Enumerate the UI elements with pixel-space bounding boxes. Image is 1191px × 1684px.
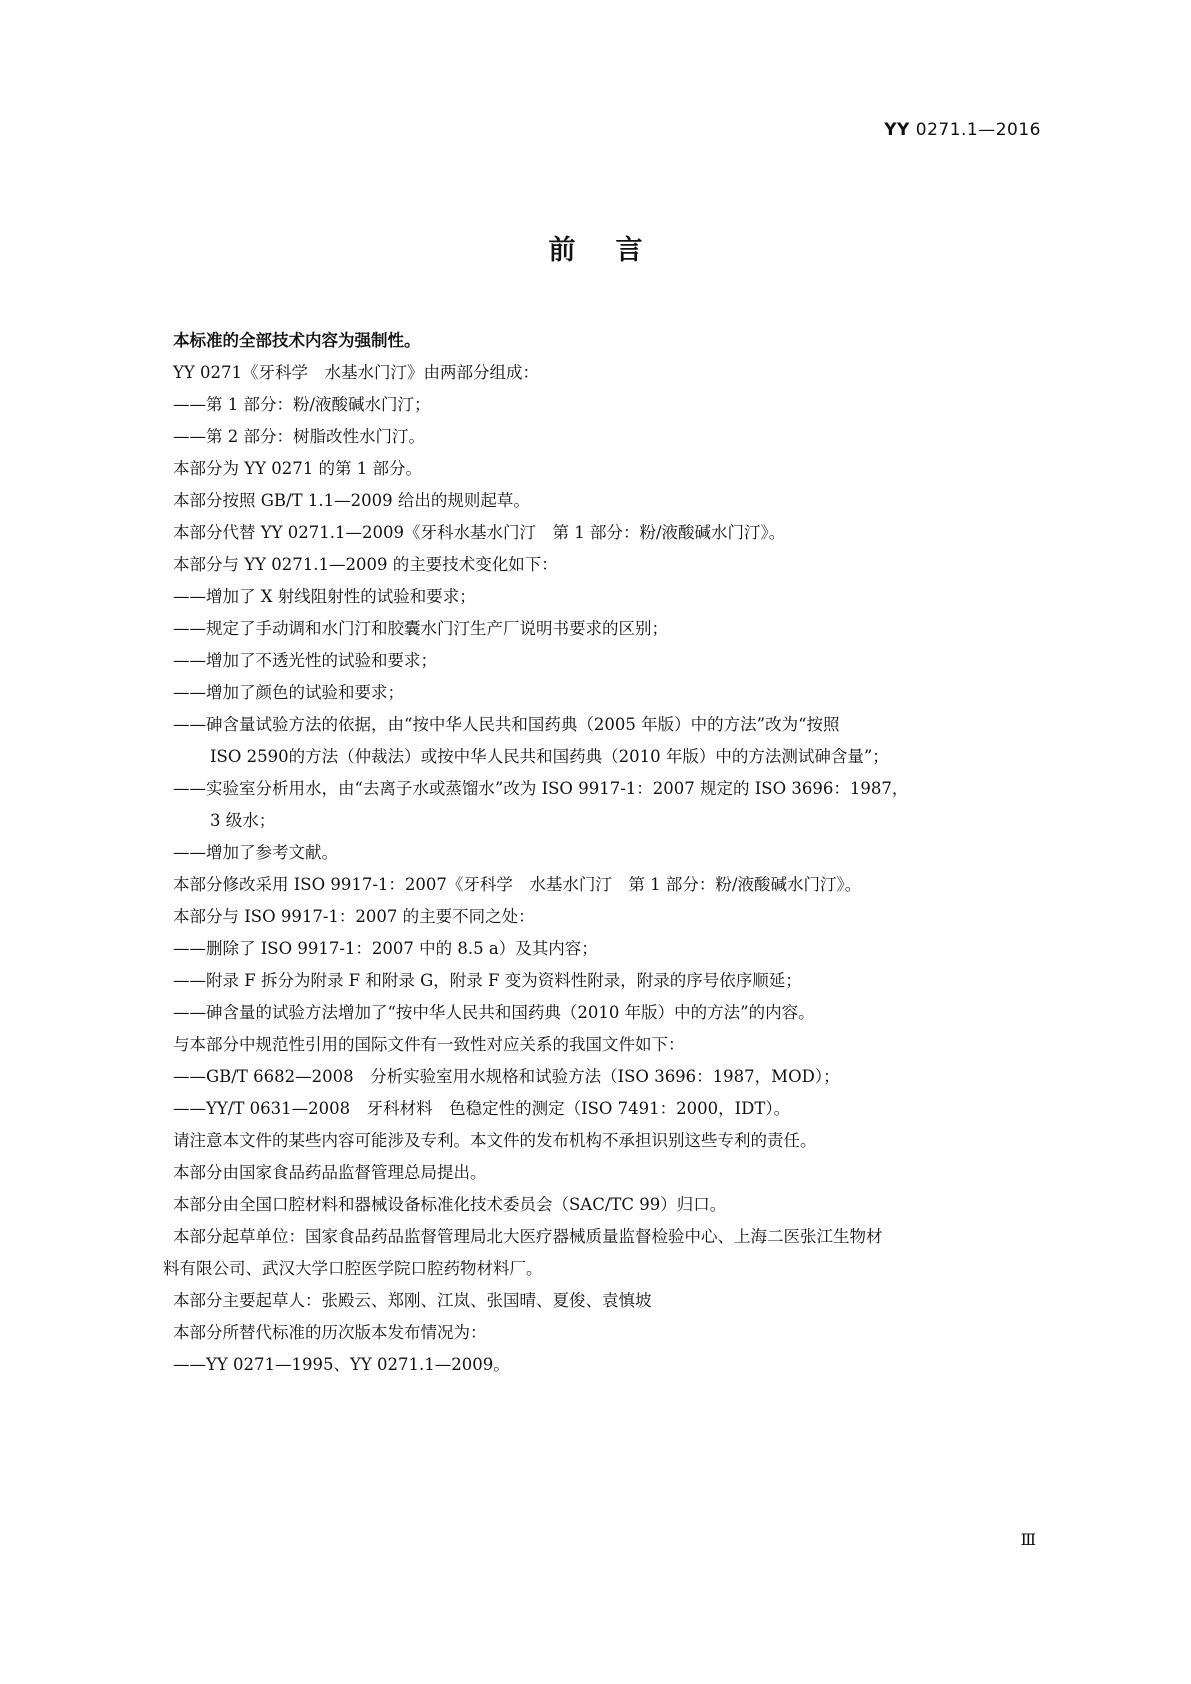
document-body <box>163 325 1053 1381</box>
list-item-continuation: ISO 2590的方法（仲裁法）或按中华人民共和国药典（2010 年版）中的方法测试砷含量”； <box>210 747 889 766</box>
paragraph: 本部分按照 GB/T 1.1—2009 给出的规则起草。 <box>173 491 530 510</box>
paragraph: YY 0271《牙科学 水基水门汀》由两部分组成： <box>173 363 540 382</box>
paragraph: 请注意本文件的某些内容可能涉及专利。本文件的发布机构不承担识别这些专利的责任。 <box>173 1131 817 1150</box>
list-item: ——规定了手动调和水门汀和胶囊水门汀生产厂说明书要求的区别； <box>173 619 668 638</box>
standard-code-prefix: YY <box>884 120 910 140</box>
list-item: ——增加了不透光性的试验和要求； <box>173 651 437 670</box>
list-item: ——第 1 部分：粉/液酸碱水门汀； <box>173 395 431 414</box>
paragraph: 与本部分中规范性引用的国际文件有一致性对应关系的我国文件如下： <box>173 1035 685 1054</box>
paragraph: 本部分修改采用 ISO 9917-1：2007《牙科学 水基水门汀 第 1 部分：粉/液酸碱水门汀》。 <box>173 875 862 894</box>
paragraph: 本部分与 YY 0271.1—2009 的主要技术变化如下： <box>173 555 558 574</box>
list-item: ——砷含量试验方法的依据，由“按中华人民共和国药典（2005 年版）中的方法”改为“按照 <box>173 715 840 734</box>
paragraph: 本部分由国家食品药品监督管理总局提出。 <box>173 1163 487 1182</box>
paragraph: 本部分主要起草人：张殿云、郑刚、江岚、张国晴、夏俊、袁慎坡 <box>173 1291 652 1310</box>
mandatory-statement: 本标准的全部技术内容为强制性。 <box>173 331 421 350</box>
list-item: ——第 2 部分：树脂改性水门汀。 <box>173 427 425 446</box>
list-item: ——YY/T 0631—2008 牙科材料 色稳定性的测定（ISO 7491：2000，IDT）。 <box>173 1099 791 1118</box>
paragraph: 本部分为 YY 0271 的第 1 部分。 <box>173 459 422 478</box>
list-item: ——删除了 ISO 9917-1：2007 中的 8.5 a）及其内容； <box>173 939 598 958</box>
list-item: ——GB/T 6682—2008 分析实验室用水规格和试验方法（ISO 3696：1987，MOD）； <box>173 1067 840 1086</box>
standard-code <box>884 120 1041 140</box>
list-item: ——附录 F 拆分为附录 F 和附录 G，附录 F 变为资料性附录，附录的序号依序顺延； <box>173 971 802 990</box>
list-item: ——实验室分析用水，由“去离子水或蒸馏水”改为 ISO 9917-1：2007 规定的 ISO 3696：1987， <box>173 779 909 798</box>
list-item: ——增加了参考文献。 <box>173 843 338 862</box>
paragraph: 本部分由全国口腔材料和器械设备标准化技术委员会（SAC/TC 99）归口。 <box>173 1195 727 1214</box>
paragraph: 本部分所替代标准的历次版本发布情况为： <box>173 1323 487 1342</box>
paragraph: 本部分与 ISO 9917-1：2007 的主要不同之处： <box>173 907 535 926</box>
standard-code-number: 0271.1—2016 <box>915 120 1041 140</box>
paragraph: 本部分起草单位：国家食品药品监督管理局北大医疗器械质量监督检验中心、上海二医张江生物材 <box>173 1227 883 1246</box>
list-item: ——增加了 X 射线阻射性的试验和要求； <box>173 587 476 606</box>
page-title: 前言 <box>548 235 683 266</box>
list-item: ——增加了颜色的试验和要求； <box>173 683 404 702</box>
paragraph-continuation: 料有限公司、武汉大学口腔医学院口腔药物材料厂。 <box>163 1259 543 1278</box>
page-number: Ⅲ <box>1020 1530 1036 1549</box>
list-item-continuation: 3 级水； <box>210 811 276 830</box>
list-item: ——砷含量的试验方法增加了“按中华人民共和国药典（2010 年版）中的方法”的内容。 <box>173 1003 815 1022</box>
paragraph: 本部分代替 YY 0271.1—2009《牙科水基水门汀 第 1 部分：粉/液酸碱水门汀》。 <box>173 523 786 542</box>
list-item: ——YY 0271—1995、YY 0271.1—2009。 <box>173 1355 510 1374</box>
